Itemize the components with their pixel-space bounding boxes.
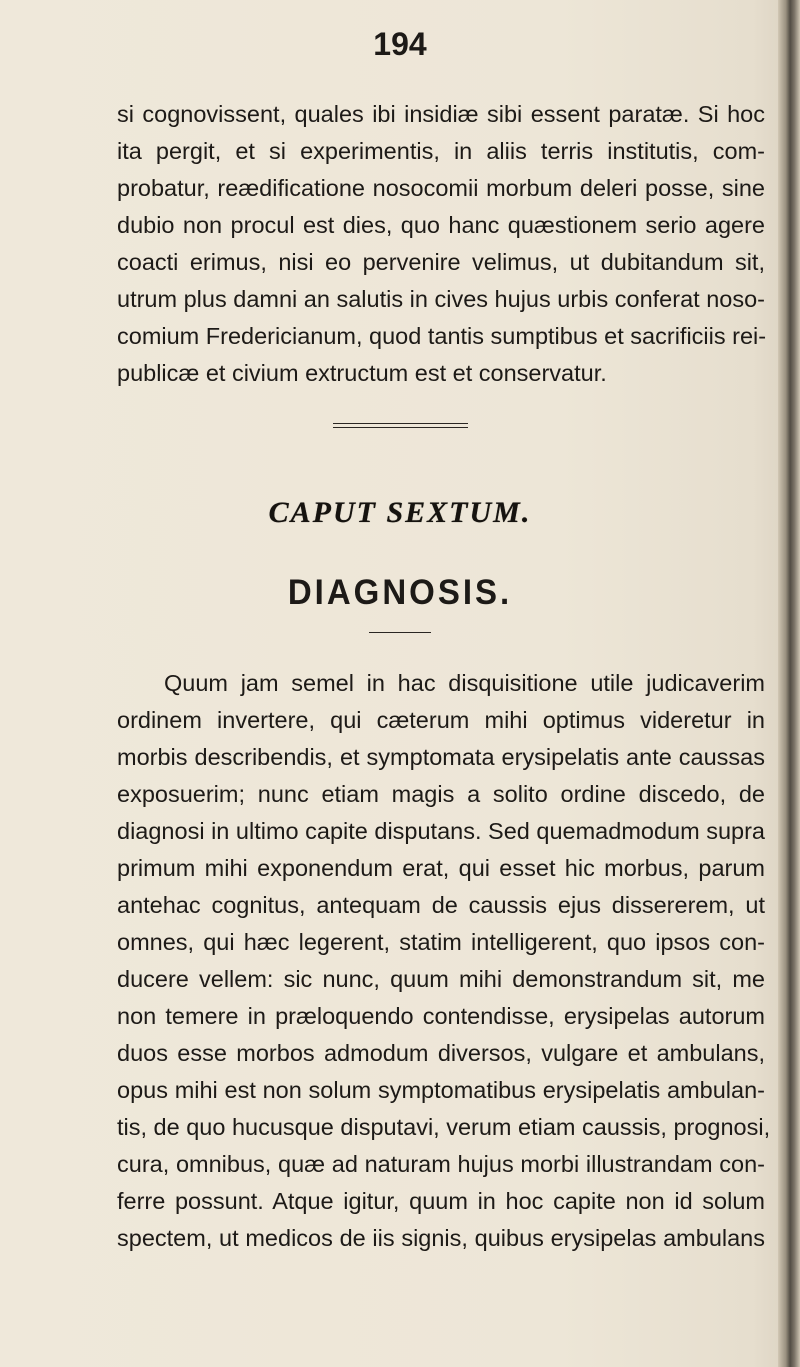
text-line: publicæ et civium extructum est et conservatur. bbox=[117, 360, 607, 386]
text-line: opus mihi est non solum symptomatibus erysipelatis ambulan- bbox=[117, 1077, 765, 1103]
text-line: ita pergit, et si experimentis, in aliis terris institutis, com- bbox=[117, 138, 765, 164]
page-number: 194 bbox=[373, 26, 427, 62]
text-line: Quum jam semel in hac disquisitione utile judicaverim bbox=[164, 670, 765, 696]
text-line: cura, omnibus, quæ ad naturam hujus morbi illustrandam con- bbox=[117, 1151, 765, 1177]
text-line: non temere in præloquendo contendisse, erysipelas autorum bbox=[117, 1003, 765, 1029]
text-line: si cognovissent, quales ibi insidiæ sibi essent paratæ. Si hoc bbox=[117, 101, 765, 127]
text-line: utrum plus damni an salutis in cives hujus urbis conferat noso- bbox=[117, 286, 765, 312]
section-divider bbox=[333, 427, 468, 428]
text-line: exposuerim; nunc etiam magis a solito ordine discedo, de bbox=[117, 781, 765, 807]
text-line: antehac cognitus, antequam de caussis ejus dissererem, ut bbox=[117, 892, 765, 918]
paragraph-top bbox=[117, 96, 765, 392]
text-line: dubio non procul est dies, quo hanc quæstionem serio agere bbox=[117, 212, 765, 238]
chapter-title: DIAGNOSIS. bbox=[287, 571, 513, 612]
text-line: probatur, reædificatione nosocomii morbum deleri posse, sine bbox=[117, 175, 765, 201]
text-line: ferre possunt. Atque igitur, quum in hoc capite non id solum bbox=[117, 1188, 765, 1214]
text-line: duos esse morbos admodum diversos, vulgare et ambulans, bbox=[117, 1040, 765, 1066]
text-line: primum mihi exponendum erat, qui esset hic morbus, parum bbox=[117, 855, 765, 881]
paragraph-main bbox=[117, 665, 771, 1257]
text-line: coacti erimus, nisi eo pervenire velimus, ut dubitandum sit, bbox=[117, 249, 765, 275]
chapter-heading: CAPUT SEXTUM. bbox=[268, 496, 532, 529]
text-line: ordinem invertere, qui cæterum mihi optimus videretur in bbox=[117, 707, 765, 733]
book-spine-edge bbox=[778, 0, 800, 1367]
text-line: spectem, ut medicos de iis signis, quibus erysipelas ambulans bbox=[117, 1225, 765, 1251]
section-divider bbox=[333, 423, 468, 424]
text-line: morbis describendis, et symptomata erysipelatis ante caussas bbox=[117, 744, 765, 770]
text-line: diagnosi in ultimo capite disputans. Sed quemadmodum supra bbox=[117, 818, 765, 844]
text-line: comium Fredericianum, quod tantis sumptibus et sacrificiis rei- bbox=[117, 323, 767, 349]
text-line: tis, de quo hucusque disputavi, verum etiam caussis, prognosi, bbox=[117, 1114, 771, 1140]
text-line: ducere vellem: sic nunc, quum mihi demonstrandum sit, me bbox=[117, 966, 765, 992]
text-line: omnes, qui hæc legerent, statim intelligerent, quo ipsos con- bbox=[117, 929, 765, 955]
title-underline bbox=[369, 632, 431, 633]
